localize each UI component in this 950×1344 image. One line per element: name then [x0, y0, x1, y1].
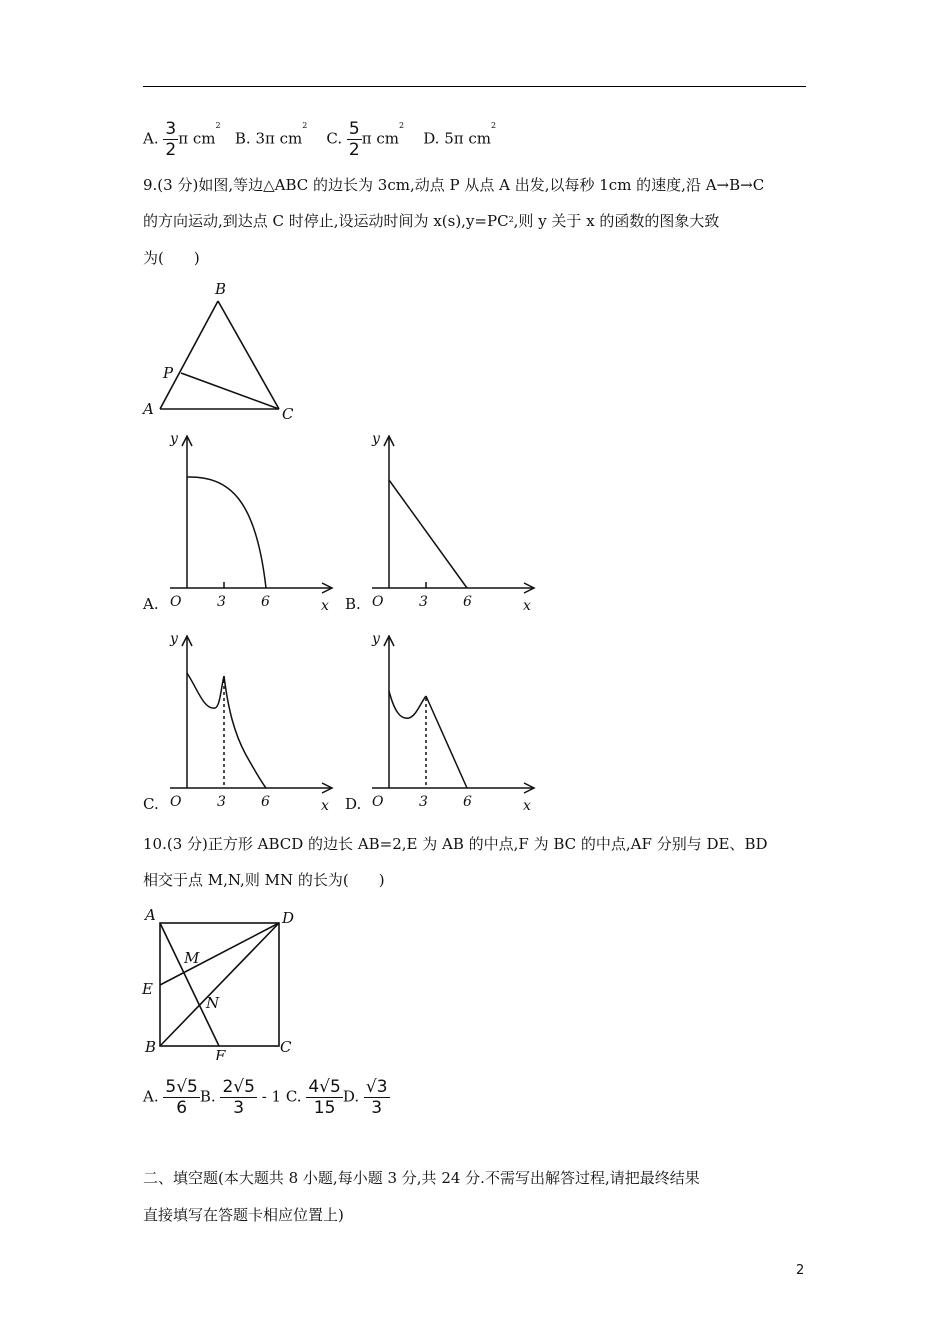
svg-text:O: O	[372, 794, 384, 810]
q9-line-3: 为( )	[143, 249, 200, 267]
q10-square-figure	[140, 905, 300, 1060]
svg-text:O: O	[170, 594, 182, 610]
svg-text:3: 3	[419, 794, 428, 810]
svg-text:x: x	[523, 598, 531, 614]
svg-text:6: 6	[463, 594, 472, 610]
svg-text:3: 3	[217, 794, 226, 810]
svg-text:x: x	[321, 798, 329, 814]
q8-option-b: B. 3π cm	[234, 129, 303, 148]
svg-text:y: y	[372, 631, 380, 647]
q9-option-b-label: B.	[345, 595, 361, 613]
svg-text:D: D	[282, 909, 295, 927]
svg-text:y: y	[170, 431, 178, 447]
q9-graph-d	[362, 628, 542, 818]
q10-option-d-label: D.	[342, 1087, 360, 1106]
label-c: C	[282, 405, 294, 423]
svg-text:x: x	[523, 798, 531, 814]
label-p: P	[163, 364, 174, 382]
header-rule	[143, 86, 806, 87]
q8-option-a-unit: π cm	[178, 129, 216, 148]
q10-option-d-fraction: $\frac{√3}{3}$	[365, 1077, 388, 1118]
segment-bd	[160, 923, 279, 1046]
q9-graph-b	[362, 428, 542, 618]
q9-option-c-label: C.	[143, 795, 159, 813]
svg-text:N: N	[206, 994, 220, 1012]
section2-line-1: 二、填空题(本大题共 8 小题,每小题 3 分,共 24 分.不需写出解答过程,请把最终结果	[143, 1169, 700, 1187]
q10-option-b-tail: - 1	[261, 1087, 282, 1106]
q10-option-c-label: C.	[285, 1087, 302, 1106]
q10-options	[143, 1078, 390, 1117]
q10-line-2: 相交于点 M,N,则 MN 的长为( )	[143, 871, 385, 889]
q10-option-a-fraction: $\frac{5√5}{6}$	[165, 1077, 198, 1118]
page-number: 2	[796, 1263, 805, 1278]
q10-option-b-label: B.	[199, 1087, 216, 1106]
q8-option-b-sup: 2	[302, 121, 308, 130]
svg-text:M: M	[184, 949, 200, 967]
q8-option-d-sup: 2	[491, 121, 497, 130]
q8-option-c-label: C.	[326, 129, 343, 148]
q8-option-a-label: A.	[143, 129, 159, 148]
svg-text:A: A	[145, 906, 156, 924]
q8-option-c-unit: π cm	[361, 129, 400, 148]
q9-graph-a	[160, 428, 340, 618]
svg-text:F: F	[215, 1047, 226, 1060]
q8-options	[143, 120, 496, 159]
svg-text:x: x	[321, 598, 329, 614]
svg-text:C: C	[280, 1038, 292, 1056]
svg-text:6: 6	[261, 594, 270, 610]
q10-line-1: 10.(3 分)正方形 ABCD 的边长 AB=2,E 为 AB 的中点,F 为 BC 的中点,AF 分别与 DE、BD	[143, 835, 768, 853]
svg-text:O: O	[170, 794, 182, 810]
triangle-side-bc	[218, 301, 279, 409]
q9-line-2: 的方向运动,到达点 C 时停止,设运动时间为 $x(s),y=PC^2$,则 y 关于 x 的函数的图象大致	[143, 212, 720, 230]
q10-option-b-fraction: $\frac{2√5}{3}$	[222, 1077, 255, 1118]
label-b: B	[215, 280, 227, 298]
svg-text:y: y	[372, 431, 380, 447]
segment-af	[160, 923, 219, 1046]
q8-option-c-fraction: $\frac{5}{2}$	[348, 119, 360, 160]
q9-option-a-label: A.	[143, 595, 159, 613]
q8-option-d: D. 5π cm	[423, 129, 492, 148]
q8-option-a-fraction: $\frac{3}{2}$	[165, 119, 177, 160]
q9-triangle-figure	[140, 278, 300, 423]
q8-option-a-sup: 2	[215, 121, 221, 130]
svg-text:6: 6	[463, 794, 472, 810]
svg-text:y: y	[170, 631, 178, 647]
svg-text:3: 3	[217, 594, 226, 610]
label-a: A	[143, 400, 154, 418]
q9-option-d-label: D.	[345, 795, 362, 813]
svg-text:B: B	[145, 1038, 157, 1056]
svg-text:6: 6	[261, 794, 270, 810]
q9-line-1: 9.(3 分)如图,等边△ABC 的边长为 3cm,动点 P 从点 A 出发,以每秒 1cm 的速度,沿 A→B→C	[143, 176, 765, 194]
q8-option-c-sup: 2	[399, 121, 405, 130]
segment-de	[160, 923, 279, 985]
segment-pc	[181, 373, 279, 409]
q10-option-c-fraction: $\frac{4√5}{15}$	[308, 1077, 341, 1118]
section2-line-2: 直接填写在答题卡相应位置上)	[143, 1206, 344, 1224]
svg-text:O: O	[372, 594, 384, 610]
triangle-side-ab	[160, 301, 218, 409]
svg-text:E: E	[142, 980, 153, 998]
svg-text:3: 3	[419, 594, 428, 610]
q9-graph-c	[160, 628, 340, 818]
q10-option-a-label: A.	[143, 1087, 159, 1106]
